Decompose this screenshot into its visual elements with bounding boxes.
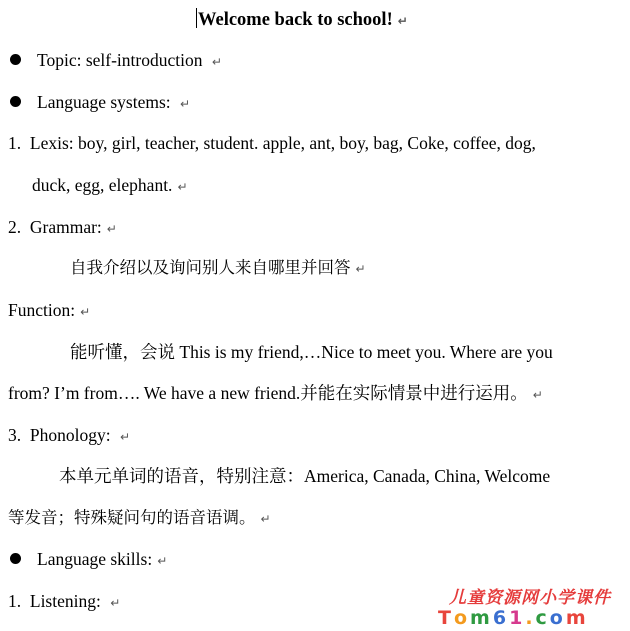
- paragraph-mark: ↵: [180, 97, 191, 111]
- paragraph-mark: ↵: [119, 430, 131, 444]
- phonology-line: 3. Phonology: ↵: [8, 425, 131, 445]
- paragraph-mark: ↵: [106, 222, 117, 236]
- language-systems-line: Language systems: ↵: [10, 91, 190, 115]
- watermark-logo: [430, 583, 630, 631]
- lexis-line-1: 1. Lexis: boy, girl, teacher, student. apple, ant, boy, bag, Coke, coffee, dog,: [8, 133, 536, 153]
- watermark-letter: c: [535, 607, 550, 629]
- listening-line: 1. Listening: ↵: [8, 591, 121, 611]
- function-text-line-2: from? I’m from…. We have a new friend.并能在实际情景中进行运用。 ↵: [8, 383, 543, 403]
- bullet-icon: [10, 54, 21, 65]
- watermark-letter: m: [470, 607, 493, 629]
- document-title: Welcome back to school! ↵: [198, 10, 408, 30]
- watermark-letter: T: [438, 607, 454, 629]
- watermark-letter: .: [525, 607, 536, 629]
- watermark-site-name: [438, 607, 628, 629]
- paragraph-mark: ↵: [110, 596, 121, 610]
- phonology-text-line-1: 本单元单词的语音，特别注意：America, Canada, China, Welcome: [59, 466, 551, 486]
- language-skills-line: Language skills: ↵: [10, 548, 167, 572]
- paragraph-mark: ↵: [355, 262, 366, 276]
- watermark-letter: o: [453, 607, 471, 629]
- grammar-line: 2. Grammar: ↵: [8, 217, 117, 237]
- paragraph-mark: ↵: [260, 512, 271, 526]
- lexis-line-2: duck, egg, elephant. ↵: [32, 175, 188, 195]
- function-line: Function: ↵: [8, 300, 91, 320]
- paragraph-mark: ↵: [532, 388, 543, 402]
- topic-line: Topic: self-introduction ↵: [10, 49, 222, 73]
- text-cursor: [196, 8, 197, 28]
- watermark-letter: o: [549, 607, 566, 629]
- watermark-chinese-text: 儿童资源网小学课件: [449, 588, 611, 608]
- watermark-letter: m: [565, 607, 589, 629]
- paragraph-mark: ↵: [177, 180, 188, 194]
- function-text-line-1: 能听懂，会说 This is my friend,…Nice to meet you. Where are you: [70, 342, 553, 362]
- bullet-icon: [10, 96, 21, 107]
- paragraph-mark: ↵: [157, 554, 168, 568]
- grammar-text-line: 自我介绍以及询问别人来自哪里并回答 ↵: [70, 258, 366, 277]
- phonology-text-line-2: 等发音；特殊疑问句的语音语调。 ↵: [8, 508, 271, 527]
- watermark-letter: 6: [492, 607, 510, 629]
- paragraph-mark: ↵: [80, 305, 91, 319]
- paragraph-mark: ↵: [211, 55, 222, 69]
- paragraph-mark: ↵: [397, 14, 408, 28]
- watermark-letter: 1: [509, 607, 526, 629]
- bullet-icon: [10, 553, 21, 564]
